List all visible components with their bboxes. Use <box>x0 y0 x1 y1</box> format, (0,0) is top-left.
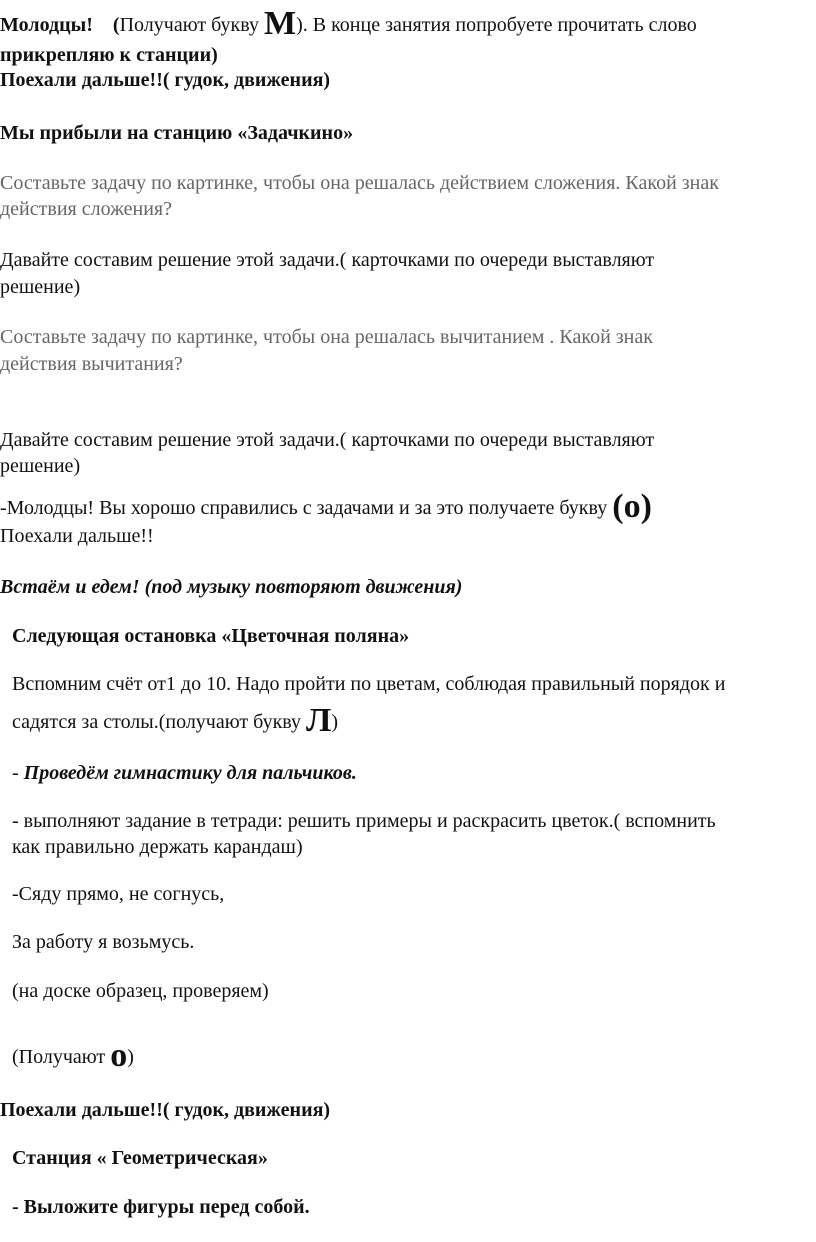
text-line <box>12 702 339 739</box>
text-line: Давайте составим решение этой задачи.( карточками по очереди выставляют <box>0 429 655 451</box>
station-heading: Мы прибыли на станцию «Задачкино» <box>0 122 354 144</box>
text: - <box>12 762 24 784</box>
text: ) <box>331 711 339 733</box>
text-line: Поехали дальше!! <box>0 525 154 547</box>
station-heading: Следующая остановка «Цветочная поляна» <box>12 625 410 647</box>
letter: Л <box>306 702 332 739</box>
text-line <box>12 761 357 785</box>
text-line: За работу я возьмусь. <box>12 931 195 953</box>
text-line: Давайте составим решение этой задачи.( карточками по очереди выставляют <box>0 249 655 271</box>
letter: (о) <box>612 488 652 525</box>
text: (Получают <box>12 1046 111 1068</box>
text-line: - выполняют задание в тетради: решить примеры и раскрасить цветок.( вспомнить <box>12 810 716 832</box>
station-heading: Станция « Геометрическая» <box>12 1147 268 1169</box>
text-line: Поехали дальше!!( гудок, движения) <box>0 69 331 91</box>
text: ) <box>127 1046 134 1068</box>
text-line <box>12 1037 134 1074</box>
text-line: решение) <box>0 455 81 477</box>
praise: Молодцы! <box>0 14 93 36</box>
text: Получают букву <box>119 14 264 36</box>
text-line: действия вычитания? <box>0 353 183 375</box>
paren: ( <box>112 14 120 36</box>
letter: М <box>264 5 297 42</box>
text: -Молодцы! Вы хорошо справились с задачами и за это получаете букву <box>0 497 613 519</box>
text-line: Составьте задачу по картинке, чтобы она решалась вычитанием . Какой знак <box>0 326 653 348</box>
text-line: Составьте задачу по картинке, чтобы она решалась действием сложения. Какой знак <box>0 172 719 194</box>
text: Проведём гимнастику для пальчиков. <box>23 762 357 784</box>
text-line: как правильно держать карандаш) <box>12 836 303 858</box>
text-line: действия сложения? <box>0 198 172 220</box>
text-line <box>0 5 697 42</box>
text-line <box>0 488 652 525</box>
text-line: прикрепляю к станции) <box>0 44 218 66</box>
text-line: Встаём и едем! (под музыку повторяют движения) <box>0 576 463 598</box>
text-line: - Выложите фигуры перед собой. <box>12 1196 310 1218</box>
text-line: -Сяду прямо, не согнусь, <box>12 883 225 905</box>
text: садятся за столы.(получают букву <box>12 711 307 733</box>
text-line: (на доске образец, проверяем) <box>12 980 269 1002</box>
text-line: Поехали дальше!!( гудок, движения) <box>0 1099 331 1121</box>
text-line: решение) <box>0 276 81 298</box>
text-line: Вспомним счёт от1 до 10. Надо пройти по цветам, соблюдая правильный порядок и <box>12 673 726 695</box>
letter: о <box>110 1037 128 1074</box>
text: ). В конце занятия попробуете прочитать слово <box>296 14 697 36</box>
